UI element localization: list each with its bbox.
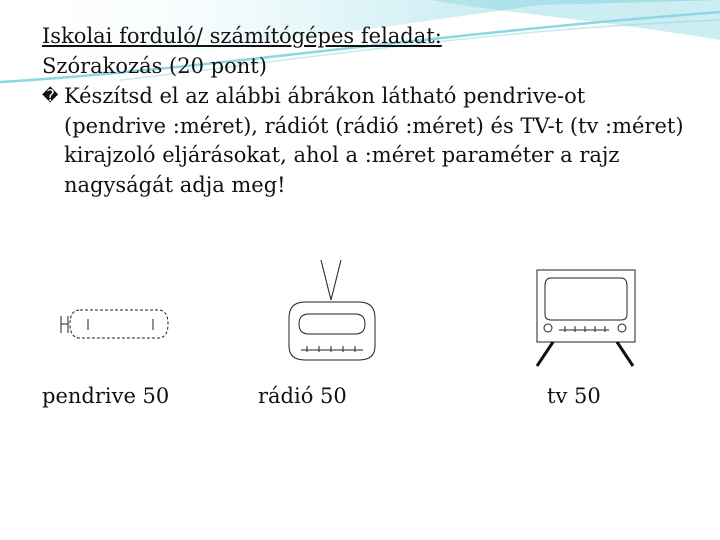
slide-subtitle: Szórakozás (20 pont) — [42, 53, 267, 78]
slide-title: Iskolai forduló/ számítógépes feladat: — [42, 24, 442, 48]
pendrive-caption: pendrive 50 — [42, 384, 170, 408]
bullet-text: Készítsd el az alábbi ábrákon látható pendrive-ot (pendrive :méret), rádiót (rádió :méret) és TV-t (tv :méret) kirajzoló eljárásokat, ahol a :méret paraméter a rajz nagyságát adja meg! — [64, 84, 684, 197]
radio-caption: rádió 50 — [258, 384, 347, 408]
bullet-paragraph — [42, 81, 692, 200]
unknown-glyph-icon: � — [42, 86, 59, 105]
slide-text — [42, 22, 692, 200]
pendrive-drawing — [56, 303, 174, 345]
tv-drawing — [523, 260, 645, 372]
tv-caption: tv 50 — [547, 384, 601, 408]
radio-drawing — [275, 252, 388, 368]
